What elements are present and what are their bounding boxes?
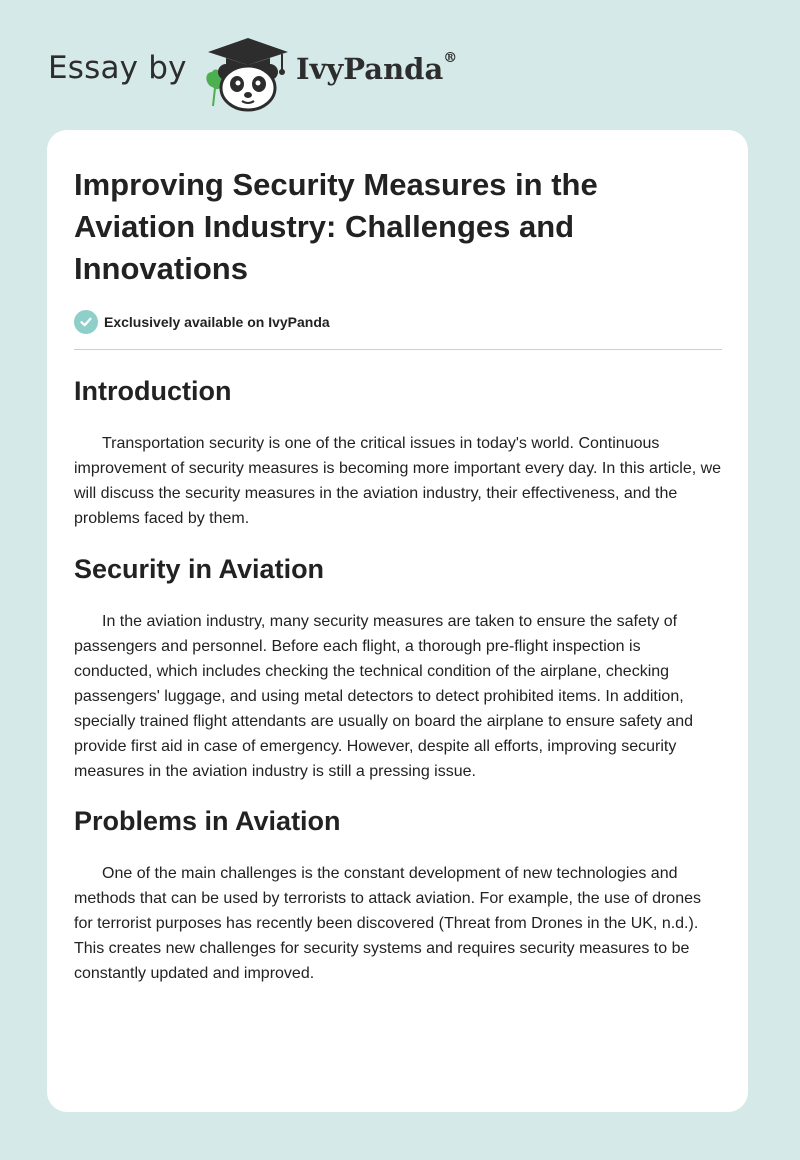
section-text-problems-in-aviation: One of the main challenges is the constant development of new technologies and methods that can be used by terrorists to attack aviation. For example, the use of drones for terrorist purposes has recently been discovered (Threat from Drones in the UK, n.d.). This creates new challenges for security systems and requires security measures to be constantly updated and improved. [74,865,701,982]
check-circle-icon [74,310,98,334]
section-heading-problems-in-aviation: Problems in Aviation [74,806,341,836]
section-heading-security-in-aviation: Security in Aviation [74,554,325,584]
panda-mascot-icon [202,36,294,112]
essay-by-label: Essay by [48,50,187,86]
site-logo[interactable] [48,32,468,112]
exclusive-badge-text: Exclusively available on IvyPanda [104,314,330,330]
section-text-security-in-aviation: In the aviation industry, many security measures are taken to ensure the safety of passengers and personnel. Before each flight, a thorough pre-flight inspection is conducted, which includes checking the technical condition of the airplane, checking passengers' luggage, and using metal detectors to detect prohibited items. In addition, specially trained flight attendants are usually on board the airplane to ensure safety and provide first aid in case of emergency. However, despite all efforts, improving security measures in the aviation industry is still a pressing issue. [74,613,694,780]
section-text-introduction: Transportation security is one of the critical issues in today's world. Continuous improvement of security measures is becoming more important every day. In this article, we will discuss the security measures in the aviation industry, their effectiveness, and the problems faced by them. [74,435,722,527]
essay-card [47,130,748,1112]
essay-title: Improving Security Measures in the Aviation Industry: Challenges and Innovations [74,167,598,286]
brand-name: IvyPanda® [296,50,458,86]
title-divider [74,349,722,350]
exclusive-badge [74,309,722,335]
essay-content [74,164,722,986]
section-heading-introduction: Introduction [74,376,232,406]
